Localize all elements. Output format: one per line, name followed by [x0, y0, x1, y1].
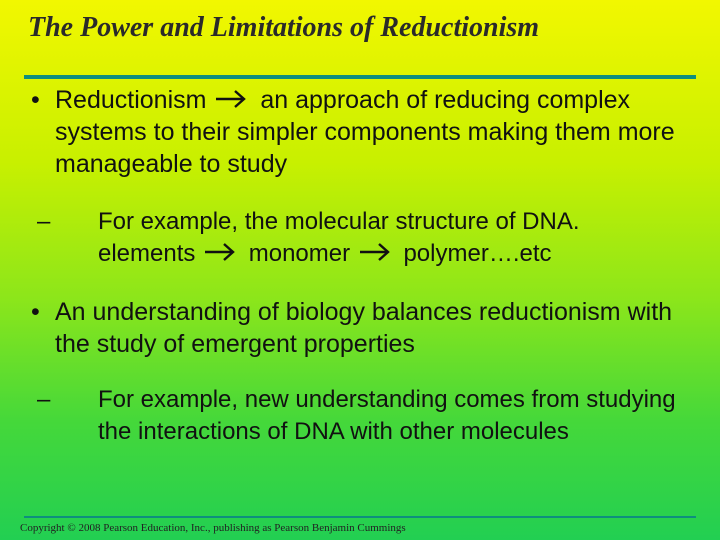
sub-bullet-line-2: [98, 238, 697, 270]
copyright-footer: Copyright © 2008 Pearson Education, Inc., publishing as Pearson Benjamin Cummings: [20, 522, 406, 534]
bullet-marker: •: [31, 86, 40, 114]
chain-step-polymer: polymer….etc: [403, 240, 552, 267]
footer-divider: [24, 516, 696, 518]
sub-bullet-marker: –: [37, 208, 51, 235]
right-arrow-icon: [213, 84, 253, 116]
bullet-term: Reductionism: [55, 86, 207, 114]
sub-bullet-text: [98, 206, 697, 270]
title-divider: [24, 75, 696, 79]
bullet-text: An understanding of biology balances reductionism with the study of emergent properties: [55, 298, 673, 358]
right-arrow-icon: [357, 238, 397, 270]
bullet-marker: •: [31, 298, 40, 326]
chain-step-monomer: monomer: [248, 240, 351, 267]
bullet-text: [55, 84, 703, 180]
sub-bullet-line-1: For example, the molecular structure of DNA.: [98, 208, 580, 235]
chain-step-elements: elements: [98, 240, 196, 267]
bullet-emergent-properties: [31, 296, 703, 360]
slide-title: The Power and Limitations of Reductionism: [28, 12, 540, 43]
bullet-reductionism: [31, 84, 703, 180]
sub-bullet-dna-interactions: [37, 384, 697, 448]
sub-bullet-marker: –: [37, 386, 51, 413]
sub-bullet-dna-structure: [37, 206, 697, 270]
sub-bullet-text: For example, new understanding comes from studying the interactions of DNA with other molecules: [98, 386, 676, 445]
bullet-definition: an approach of reducing complex systems to their simpler components making them more manageable to study: [55, 86, 675, 178]
right-arrow-icon: [202, 238, 242, 270]
